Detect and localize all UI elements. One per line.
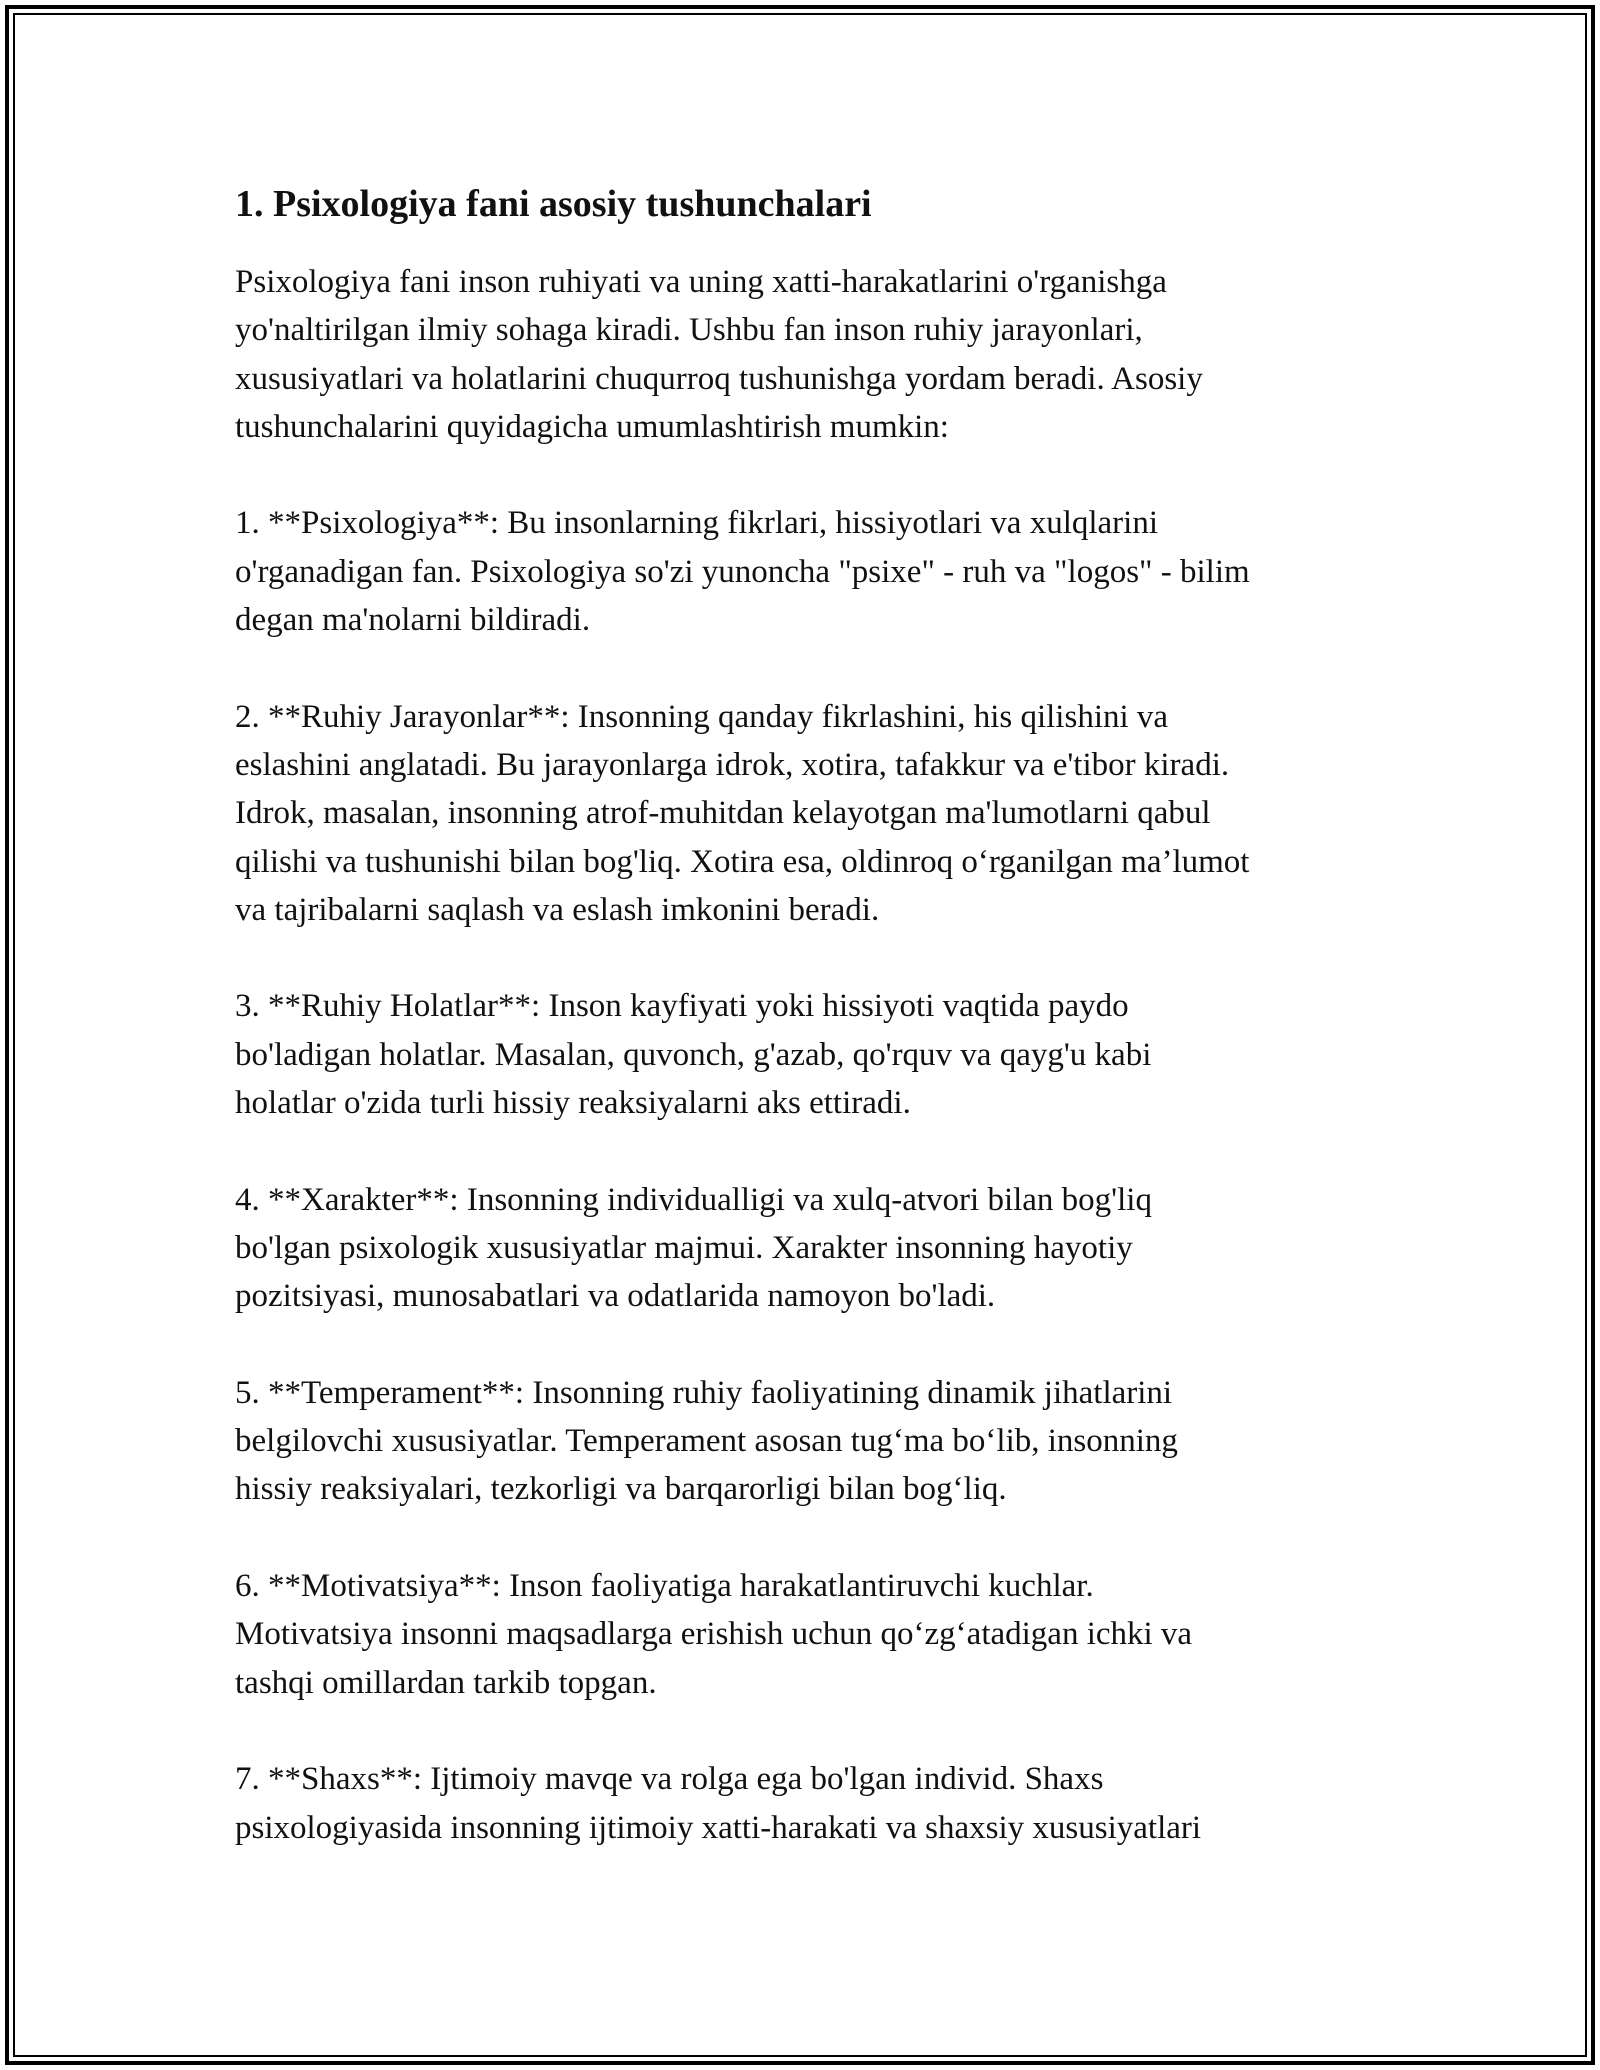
document-page xyxy=(235,180,1395,1900)
section-heading: 1. Psixologiya fani asosiy tushunchalari xyxy=(235,183,872,225)
item-ruhiy-holatlar: 3. **Ruhiy Holatlar**: Inson kayfiyati yoki hissiyoti vaqtida paydo bo'ladigan holatlar. Masalan, quvonch, g'azab, qo'rquv va qayg'u kabi holatlar o'zida turli hissiy reaksiyalarni aks ettiradi. xyxy=(235,988,1152,1122)
item-ruhiy-jarayonlar: 2. **Ruhiy Jarayonlar**: Insonning qanday fikrlashini, his qilishini va eslashini anglatadi. Bu jarayonlarga idrok, xotira, tafakkur va e'tibor kiradi. Idrok, masalan, insonning atrof-muhitdan kelayotgan ma'lumotlarni qabul qilishi va tushunishi bilan bog'liq. Xotira esa, oldinroq o‘rganilgan ma’lumot va tajribalarni saqlash va eslash imkonini beradi. xyxy=(235,698,1250,928)
item-psixologiya: 1. **Psixologiya**: Bu insonlarning fikrlari, hissiyotlari va xulqlarini o'rganadigan fan. Psixologiya so'zi yunoncha "psixe" - ruh va "logos" - bilim degan ma'nolarni bildiradi. xyxy=(235,505,1250,639)
item-motivatsiya: 6. **Motivatsiya**: Inson faoliyatiga harakatlantiruvchi kuchlar. Motivatsiya insonni maqsadlarga erishish uchun qo‘zg‘atadigan ichki va tashqi omillardan tarkib topgan. xyxy=(235,1568,1193,1701)
item-temperament: 5. **Temperament**: Insonning ruhiy faoliyatining dinamik jihatlarini belgilovchi xususiyatlar. Temperament asosan tug‘ma bo‘lib, insonning hissiy reaksiyalari, tezkorligi va barqarorligi bilan bog‘liq. xyxy=(235,1374,1178,1508)
item-shaxs: 7. **Shaxs**: Ijtimoiy mavqe va rolga ega bo'lgan individ. Shaxs psixologiyasida insonning ijtimoiy xatti-harakati va shaxsiy xususiyatlari xyxy=(235,1761,1202,1846)
intro-paragraph: Psixologiya fani inson ruhiyati va uning xatti-harakatlarini o'rganishga yo'naltirilgan ilmiy sohaga kiradi. Ushbu fan inson ruhiy jarayonlari, xususiyatlari va holatlarini chuqurroq tushunishga yordam beradi. Asosiy tushunchalarini quyidagicha umumlashtirish mumkin: xyxy=(235,264,1203,445)
item-xarakter: 4. **Xarakter**: Insonning individualligi va xulq-atvori bilan bog'liq bo'lgan psixologik xususiyatlar majmui. Xarakter insonning hayotiy pozitsiyasi, munosabatlari va odatlarida namoyon bo'ladi. xyxy=(235,1181,1152,1315)
